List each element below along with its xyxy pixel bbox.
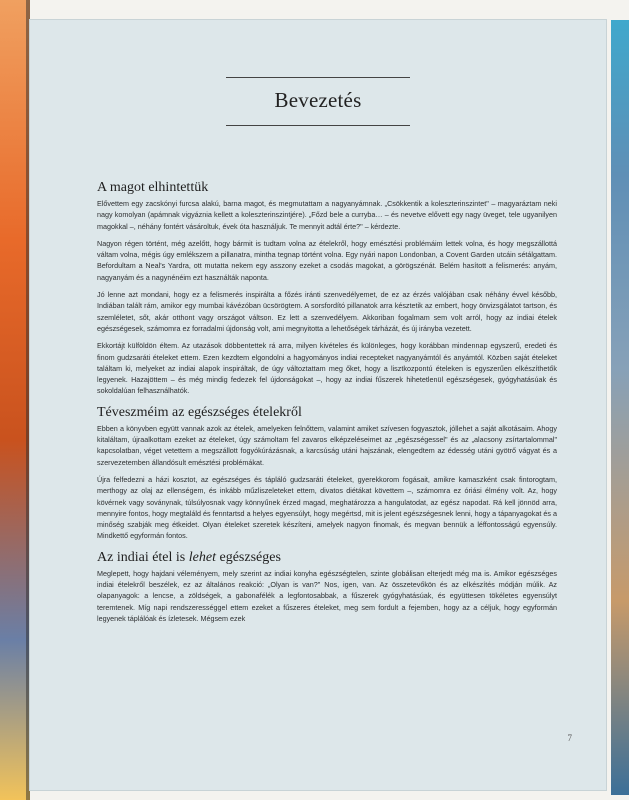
book-page — [30, 20, 606, 790]
book-cover-left-edge — [0, 0, 30, 800]
section-heading: A magot elhintettük — [97, 180, 209, 195]
heading-prefix: Az indiai étel is — [97, 549, 189, 565]
paragraph: Ebben a könyvben együtt vannak azok az ételek, amelyeken felnőttem, valamint amiket szívesen fogyasztok, jóllehet a saját alkotásaim. Ahogy kitaláltam, újraalkottam ezeket az ételeket, úgy számoltam fel zavaros elképzeléseimet az „egészségessel" és az „alacsony zsírtartalommal" kapcsolatban, véget vetettem a megszállott fogyókúrázásnak, a karcsúság utáni hajszának, elengedtem az édesség utáni gyötrő vágyat és a szervezetemben állandósult emésztési problémákat. — [97, 423, 557, 467]
page-body — [97, 180, 557, 630]
paragraph: Újra felfedezni a házi kosztot, az egészséges és tápláló gudzsaráti ételeket, gyerekkorom fogásait, amikre kamaszként csak fintorogtam, merthogy az olaj az ellenségem, és inkább műzliszeleteket ettem, divatos diétákat követtem –, számomra ez óriási élmény volt. Az, hogy kövérnek vagy soványnak, túlsúlyosnak vagy könnyűnek érzed magad, meghatározza a hangulatodat, az egész napodat. Rá kell jönnöd arra, mennyire fontos, hogy megtaláld és fenntartsd a helyes egyensúlyt, hogy megértsd, mit is jelent egészségesnek lenni, hogy a tápanyagokat és a minőség szabják meg étkeidet. Olyan ételeket szeretek készíteni, amelyek nagyon finomak, és megvan bennük a léffontosságú egyensúly. Mindkettő egyformán fontos. — [97, 474, 557, 541]
paragraph: Elővettem egy zacskónyi furcsa alakú, barna magot, és megmutattam a nagyanyámnak. „Csökkentik a koleszterinszintet" – magyaráztam neki nagy komolyan (apámnak vigyáznia kellett a koleszterinszintjére). „Főzd bele a curryba… – és nevetve elővett egy nagy üveget, tele ugyanilyen magokkal –, néhány fontért vásároltuk, évek óta használjuk. Te mennyit adtál érte?" – kérdezte. — [97, 199, 557, 231]
heading-italic: lehet — [188, 549, 216, 565]
paragraph: Nagyon régen történt, még azelőtt, hogy bármit is tudtam volna az ételekről, hogy emésztési problémáim lettek volna, és hogy megszállottá váltam volna, mégis úgy emlékszem a pillanatra, mintha tegnap történt volna. Egy nyári napon Londonban, a Covent Garden utcáin sétálgattam. Befordultam a Neal's Yardra, ott mutatta nekem egy asszony ezeket a csodás magokat, a görögszénát. Belém hasított a felismerés: anyám, nagyanyám és a nagynénéim ezt használták naponta. — [97, 238, 557, 282]
page-number: 7 — [567, 733, 572, 743]
page-title: Bevezetés — [274, 88, 362, 112]
section-heading: Téveszméim az egészséges ételekről — [97, 404, 302, 420]
heading-bottom-rule — [226, 125, 410, 126]
section-2 — [97, 405, 557, 542]
paragraph: Ekkortájt külföldön éltem. Az utazások döbbentettek rá arra, milyen kivételes és különleges, hogy korábban mindennap egyszerű, eredeti és finom gudzsaráti ételeket ettem. Ezen kezdtem elgondolni a hagyományos indiai recepteket nagyanyámtól és anyámtól. Közben saját ételeket találtam ki, melyeket az indiai alapok inspiráltak, de úgy változtattam meg őket, hogy a lisztkozpontú ételeken is egyszerűen elkészíthetők legyenek. Hazajöttem – és még mindig fedezek fel újdonságokat –, hogy az indiai fűszerek hihetetlenül egészségesek, gyógyhatásúak és sokoldalúan felhasználhatók. — [97, 341, 557, 396]
paragraph: Meglepett, hogy hajdani véleményem, mely szerint az indiai konyha egészségtelen, szinte globálisan elterjedt még ma is. Amikor egészséges indiai ételekről beszélek, ez az általános reakció: „Olyan is van?" Nos, igen, van. Az összetevőkön és az elkészítés módján múlik. Az olapanyagok: a lencse, a zöldségek, a gabonafélék a legfontosabbak, a fűszerek gyógyhatásúak, és együttesen tökéletes egyensúlyt teremtenek. Míg napi rendszerességgel ettem ezeket a fűszeres ételeket, meg sem fordult a fejemben, hogy az a céljuk, hogy egyformán legyenek táplálóak és ízletesek. Mégsem ezek — [97, 568, 557, 623]
section-3 — [97, 550, 557, 624]
section-heading — [97, 550, 557, 566]
heading-top-rule — [226, 77, 410, 78]
book-cover-right-edge — [611, 20, 629, 795]
paragraph: Jó lenne azt mondani, hogy ez a felismerés inspirálta a főzés iránti szenvedélyemet, de ez az érzés valójában csak néhány évvel később, Indiában talált rám, amikor egy mumbai kávézóban ücsörögtem. A sorsfordító pillanatok arra késztetik az embert, hogy önvizsgálatot tartson, és szemléletet, sőt, akár otthont vagy országot váltson. Ez lett a szenvedélyem. Akkoriban fogalmam sem volt arról, hogy az indiai ételek egészségesek, számomra ez forradalmi újdonság volt, ami megnyitotta a lehetőségek tárházát, és új irányba vezetett. — [97, 290, 557, 333]
chapter-heading — [226, 77, 410, 126]
heading-suffix: egészséges — [215, 549, 281, 565]
section-1 — [97, 180, 557, 397]
